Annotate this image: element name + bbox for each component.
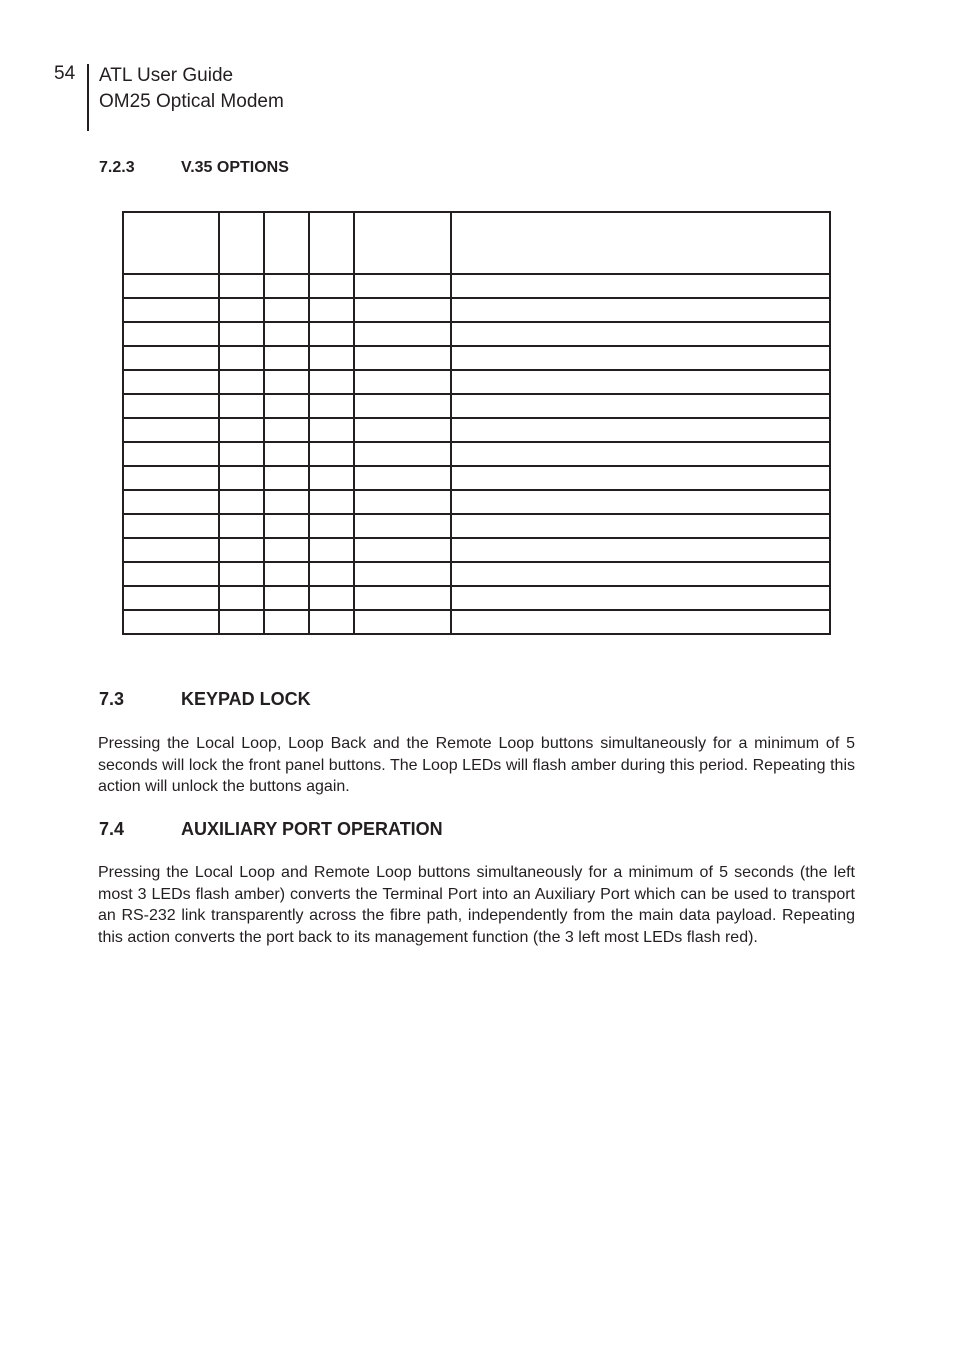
table-cell [354, 490, 451, 514]
table-cell [264, 538, 309, 562]
table-cell [354, 370, 451, 394]
table-cell [354, 562, 451, 586]
section-number: 7.4 [99, 819, 125, 839]
table-cell [264, 442, 309, 466]
table-header-cell [123, 212, 219, 274]
section-number: 7.2.3 [99, 159, 135, 176]
table-row [123, 274, 830, 298]
table-cell [123, 610, 219, 634]
section-title: KEYPAD LOCK [181, 689, 311, 709]
table-cell [309, 298, 354, 322]
table-cell [264, 562, 309, 586]
table-row [123, 322, 830, 346]
table-cell [451, 514, 830, 538]
table-cell [451, 586, 830, 610]
table-cell [451, 610, 830, 634]
table-cell [123, 562, 219, 586]
table-cell [451, 322, 830, 346]
table-cell [219, 490, 264, 514]
table-cell [354, 298, 451, 322]
table-cell [309, 466, 354, 490]
table-row [123, 562, 830, 586]
table-cell [309, 418, 354, 442]
table-cell [451, 346, 830, 370]
table-cell [264, 370, 309, 394]
table-cell [123, 346, 219, 370]
table-cell [219, 298, 264, 322]
table-cell [219, 610, 264, 634]
table-cell [219, 562, 264, 586]
heading-keypad-lock [99, 689, 311, 710]
table-cell [219, 394, 264, 418]
table-row [123, 586, 830, 610]
table-cell [264, 610, 309, 634]
table-cell [309, 610, 354, 634]
table-cell [451, 298, 830, 322]
table-cell [264, 514, 309, 538]
table-cell [451, 562, 830, 586]
heading-v35-options [99, 159, 289, 177]
table-cell [264, 394, 309, 418]
table-row [123, 394, 830, 418]
table-cell [264, 466, 309, 490]
table-cell [123, 418, 219, 442]
table-cell [264, 274, 309, 298]
table-cell [309, 274, 354, 298]
table-cell [123, 514, 219, 538]
table-cell [219, 514, 264, 538]
table-cell [451, 442, 830, 466]
table-cell [354, 418, 451, 442]
table-cell [354, 322, 451, 346]
table-cell [123, 490, 219, 514]
table-cell [219, 442, 264, 466]
table-cell [451, 418, 830, 442]
table-cell [219, 274, 264, 298]
table-cell [354, 442, 451, 466]
table-cell [354, 538, 451, 562]
table-header-cell [451, 212, 830, 274]
header-divider [87, 64, 89, 131]
page-number: 54 [54, 63, 76, 84]
table-cell [309, 490, 354, 514]
table-cell [123, 586, 219, 610]
table-cell [354, 346, 451, 370]
table-header-cell [309, 212, 354, 274]
table-cell [309, 322, 354, 346]
table-cell [451, 394, 830, 418]
table-cell [264, 586, 309, 610]
table-cell [354, 394, 451, 418]
table-cell [123, 442, 219, 466]
table-cell [451, 538, 830, 562]
v35-options-table [122, 211, 831, 635]
keypad-lock-paragraph: Pressing the Local Loop, Loop Back and the Remote Loop buttons simultaneously for a minimum of 5 seconds will lock the front panel buttons. The Loop LEDs will flash amber during this period. Repeating this action will unlock the buttons again. [98, 735, 855, 796]
table-cell [354, 514, 451, 538]
table-row [123, 490, 830, 514]
table-row [123, 298, 830, 322]
heading-auxiliary-port [99, 819, 443, 840]
section-title: AUXILIARY PORT OPERATION [181, 819, 443, 839]
table-cell [123, 466, 219, 490]
table-row [123, 466, 830, 490]
table-cell [309, 586, 354, 610]
table-cell [309, 442, 354, 466]
table-cell [219, 322, 264, 346]
table-row [123, 418, 830, 442]
table-cell [309, 562, 354, 586]
table-cell [354, 466, 451, 490]
table-cell [309, 370, 354, 394]
table-cell [264, 490, 309, 514]
table-cell [354, 586, 451, 610]
table-cell [123, 538, 219, 562]
table-cell [309, 346, 354, 370]
table-cell [354, 274, 451, 298]
guide-title: ATL User Guide [99, 65, 234, 86]
table-cell [219, 418, 264, 442]
table-cell [264, 298, 309, 322]
table-cell [451, 466, 830, 490]
table-cell [219, 538, 264, 562]
table-cell [219, 346, 264, 370]
table-cell [264, 418, 309, 442]
table-row [123, 442, 830, 466]
table-row [123, 370, 830, 394]
section-title: V.35 OPTIONS [181, 159, 289, 176]
table-cell [123, 298, 219, 322]
section-number: 7.3 [99, 689, 125, 709]
table-cell [264, 346, 309, 370]
table-row [123, 538, 830, 562]
table-cell [123, 322, 219, 346]
table-cell [354, 610, 451, 634]
table-row [123, 610, 830, 634]
product-title: OM25 Optical Modem [99, 91, 284, 112]
table-cell [219, 466, 264, 490]
table-cell [123, 274, 219, 298]
table-cell [451, 274, 830, 298]
table-cell [309, 538, 354, 562]
table-cell [451, 370, 830, 394]
table-cell [219, 586, 264, 610]
table-row [123, 514, 830, 538]
table-cell [309, 514, 354, 538]
table-header-cell [264, 212, 309, 274]
table-row [123, 346, 830, 370]
table-cell [264, 322, 309, 346]
table-cell [123, 394, 219, 418]
table-header-row [123, 212, 830, 274]
auxiliary-port-paragraph: Pressing the Local Loop and Remote Loop buttons simultaneously for a minimum of 5 seconds (the left most 3 LEDs flash amber) converts the Terminal Port into an Auxiliary Port which can be used to transport an RS-232 link transparently across the fibre path, independently from the main data payload. Repeating this action converts the port back to its management function (the 3 left most LEDs flash red). [98, 864, 855, 947]
table-header-cell [219, 212, 264, 274]
table-cell [219, 370, 264, 394]
table-cell [309, 394, 354, 418]
table-cell [451, 490, 830, 514]
table-header-cell [354, 212, 451, 274]
table-cell [123, 370, 219, 394]
